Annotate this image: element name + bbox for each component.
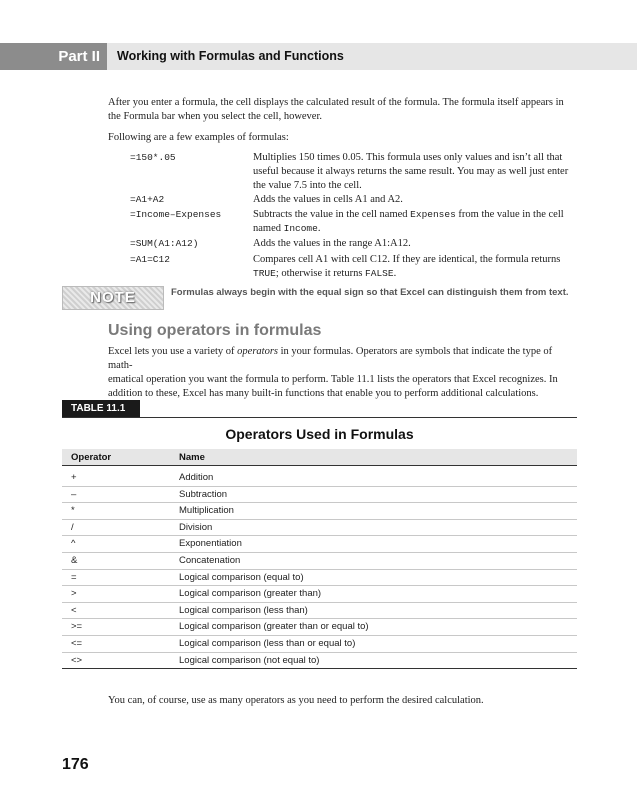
formula-description: Adds the values in cells A1 and A2. bbox=[253, 194, 403, 205]
name-cell: Logical comparison (less than or equal to) bbox=[179, 638, 356, 649]
table-row bbox=[62, 470, 577, 487]
name-cell: Addition bbox=[179, 472, 214, 483]
desc-line: Multiplies 150 times 0.05. This formula uses only values and isn’t all that bbox=[253, 152, 563, 163]
table-row bbox=[62, 619, 577, 636]
running-header bbox=[0, 43, 637, 70]
operator-cell: = bbox=[71, 571, 77, 583]
table-row bbox=[62, 487, 577, 504]
table-row bbox=[62, 536, 577, 553]
column-header-name: Name bbox=[179, 452, 205, 463]
table-row bbox=[62, 570, 577, 587]
name-cell: Logical comparison (greater than) bbox=[179, 588, 322, 600]
desc-code: TRUE bbox=[253, 268, 276, 279]
name-cell: Exponentiation bbox=[179, 538, 242, 550]
operator-cell: – bbox=[71, 488, 77, 500]
section-paragraph bbox=[108, 345, 578, 401]
desc-text: Subtracts the value in the cell named bbox=[253, 209, 411, 220]
operator-cell: ^ bbox=[71, 538, 76, 550]
desc-line: useful because it always returns the same result. You may as well just enter bbox=[253, 166, 569, 177]
formula-code: =Income–Expenses bbox=[130, 209, 222, 220]
intro-line-2: the Formula bar when you select the cell, however. bbox=[108, 111, 323, 122]
desc-code: Income bbox=[283, 223, 318, 234]
name-cell: Division bbox=[179, 521, 213, 533]
operator-cell: >= bbox=[71, 621, 83, 633]
note-badge-label: NOTE bbox=[90, 289, 136, 306]
formula-code: =150*.05 bbox=[130, 152, 176, 163]
name-cell: Subtraction bbox=[179, 488, 228, 500]
formula-description bbox=[253, 151, 583, 193]
operator-cell: / bbox=[71, 521, 74, 533]
formula-description: Adds the values in the range A1:A12. bbox=[253, 238, 411, 249]
name-cell: Concatenation bbox=[179, 555, 241, 566]
para-emphasis: operators bbox=[237, 346, 279, 357]
table-row bbox=[62, 503, 577, 520]
table-rule bbox=[62, 417, 577, 418]
table-label: TABLE 11.1 bbox=[62, 400, 140, 418]
name-cell: Logical comparison (equal to) bbox=[179, 571, 304, 583]
name-cell: Multiplication bbox=[179, 505, 234, 517]
intro-line-1: After you enter a formula, the cell displays the calculated result of the formula. The formula itself appears in bbox=[108, 97, 564, 108]
operator-cell: < bbox=[71, 604, 77, 616]
table-row bbox=[62, 653, 577, 670]
formula-code: =A1+A2 bbox=[130, 194, 165, 205]
desc-text: named bbox=[253, 223, 284, 234]
desc-text: . bbox=[393, 268, 397, 279]
table-row bbox=[62, 520, 577, 537]
table-header bbox=[62, 449, 577, 466]
desc-code: FALSE bbox=[365, 268, 394, 279]
formula-description bbox=[253, 208, 583, 236]
table-row bbox=[62, 636, 577, 653]
formula-description bbox=[253, 253, 583, 281]
section-title: Using operators in formulas bbox=[108, 322, 322, 339]
formula-code: =SUM(A1:A12) bbox=[130, 238, 199, 249]
operator-cell: <> bbox=[71, 654, 83, 666]
table-title: Operators Used in Formulas bbox=[225, 426, 414, 442]
operator-cell: * bbox=[71, 505, 75, 517]
closing-paragraph: You can, of course, use as many operators as you need to perform the desired calculation. bbox=[108, 695, 484, 706]
desc-text: from the value in the cell bbox=[455, 209, 564, 220]
table-row bbox=[62, 553, 577, 570]
note-text: Formulas always begin with the equal sign so that Excel can distinguish them from text. bbox=[171, 287, 569, 298]
operator-cell: + bbox=[71, 472, 77, 483]
name-cell: Logical comparison (greater than or equal to) bbox=[179, 621, 369, 633]
part-label: Part II bbox=[58, 48, 100, 65]
para-text: addition to these, Excel has many built-in functions that enable you to perform additional calculations. bbox=[108, 388, 539, 399]
desc-text: Compares cell A1 with cell C12. If they are identical, the formula returns bbox=[253, 254, 561, 265]
column-header-operator: Operator bbox=[71, 452, 112, 463]
operator-cell: <= bbox=[71, 638, 83, 649]
table-row bbox=[62, 603, 577, 620]
para-text: ematical operation you want the formula to perform. Table 11.1 lists the operators that Excel recognizes. In bbox=[108, 374, 558, 385]
desc-line: the value 7.5 into the cell. bbox=[253, 180, 362, 191]
examples-lead: Following are a few examples of formulas: bbox=[108, 132, 289, 143]
formula-code: =A1=C12 bbox=[130, 254, 170, 265]
para-text: Excel lets you use a variety of bbox=[108, 346, 238, 357]
header-title: Working with Formulas and Functions bbox=[117, 49, 344, 63]
desc-text: ; otherwise it returns bbox=[275, 268, 366, 279]
table-row bbox=[62, 586, 577, 603]
name-cell: Logical comparison (not equal to) bbox=[179, 654, 320, 666]
para-text: in your formulas. Operators are symbols that indicate the type of math- bbox=[108, 346, 553, 371]
desc-code: Expenses bbox=[410, 209, 456, 220]
desc-text: . bbox=[317, 223, 321, 234]
operator-cell: > bbox=[71, 588, 77, 600]
intro-paragraph bbox=[108, 96, 578, 124]
operator-cell: & bbox=[71, 555, 78, 566]
note-badge bbox=[62, 286, 164, 310]
name-cell: Logical comparison (less than) bbox=[179, 604, 308, 616]
page-number: 176 bbox=[62, 756, 89, 773]
